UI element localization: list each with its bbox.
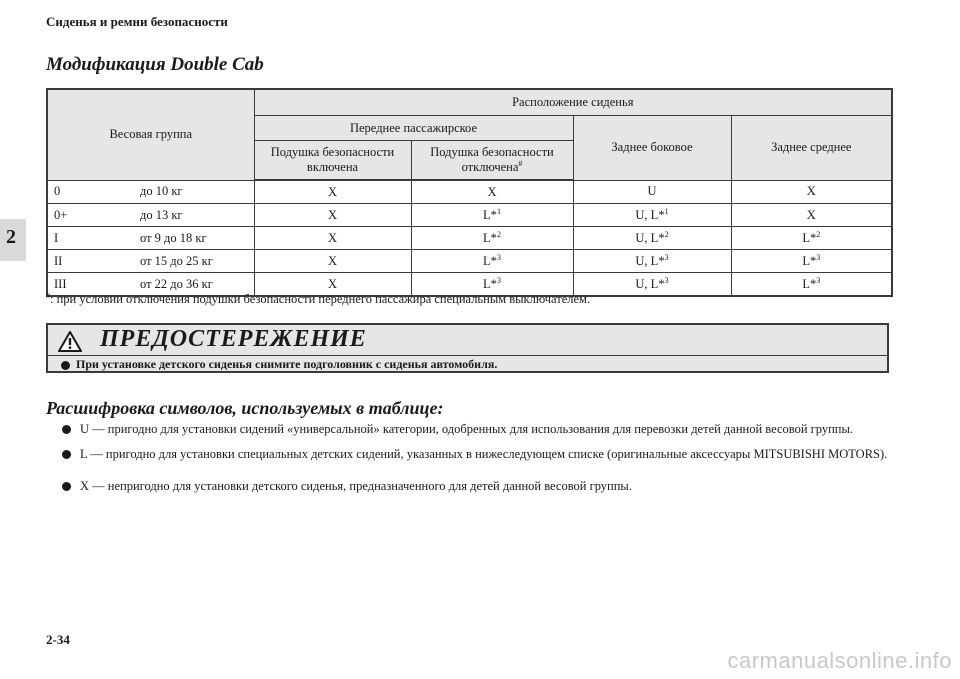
cell-airbag-on: X	[254, 180, 411, 204]
cell-rear-side: U, L*$^1$	[573, 204, 731, 227]
cell-rear-center: X	[731, 180, 892, 204]
header-rear-side: Заднее боковое	[573, 116, 731, 181]
cell-rear-side: U	[573, 180, 731, 204]
warning-text: При установке детского сиденья снимите подголовник с сиденья автомобиля.	[76, 357, 498, 371]
legend-item-l: L — пригодно для установки специальных детских сидений, указанных в нижеследующем списке (оригинальные аксессуары MITSUBISHI MOTORS).	[80, 447, 888, 461]
warning-title: ПРЕДОСТЕРЕЖЕНИЕ	[100, 326, 367, 352]
legend-title: Расшифровка символов, используемых в таблице:	[46, 398, 444, 418]
cell-rear-side: U, L*$^2$	[573, 227, 731, 250]
page-number: 2-34	[46, 632, 70, 647]
bullet-icon	[62, 482, 71, 491]
warning-header	[48, 325, 887, 355]
table-row	[47, 250, 892, 273]
cell-weight-group: 0+ до 13 кг	[47, 204, 254, 227]
cell-weight-group: II от 15 до 25 кг	[47, 250, 254, 273]
cell-airbag-on: X	[254, 273, 411, 297]
header-front-passenger: Переднее пассажирское	[254, 116, 573, 141]
warning-box	[46, 323, 889, 373]
table-row	[47, 204, 892, 227]
table-row	[47, 180, 892, 204]
header-rear-center: Заднее среднее	[731, 116, 892, 181]
legend-item-x: X — непригодно для установки детского сиденья, предназначенного для детей данной весовой группы.	[80, 479, 632, 493]
table-footnote: #: при условии отключения подушки безопасности переднего пассажира специальным выключателем.	[46, 290, 591, 306]
cell-rear-side: U, L*$^3$	[573, 250, 731, 273]
cell-airbag-off: L*$^2$	[411, 227, 573, 250]
header-airbag-off: Подушка безопасности отключена#	[411, 141, 573, 181]
legend-item-u: U — пригодно для установки сидений «универсальной» категории, одобренных для использования для перевозки детей данной весовой группы.	[80, 422, 854, 436]
header-seat-position: Расположение сиденья	[254, 89, 892, 116]
cell-rear-center: L*$^3$	[731, 250, 892, 273]
section-title: Модификация Double Cab	[46, 54, 264, 75]
cell-rear-side: U, L*$^3$	[573, 273, 731, 297]
cell-weight-group: I от 9 до 18 кг	[47, 227, 254, 250]
cell-airbag-on: X	[254, 250, 411, 273]
cell-airbag-on: X	[254, 204, 411, 227]
cell-airbag-on: X	[254, 227, 411, 250]
watermark: carmanualsonline.info	[727, 648, 952, 673]
cell-airbag-off: L*$^3$	[411, 250, 573, 273]
warning-divider	[48, 355, 887, 356]
chapter-number: 2	[6, 226, 16, 248]
bullet-icon	[61, 361, 70, 370]
bullet-icon	[62, 450, 71, 459]
table-row	[47, 227, 892, 250]
header-weight-group: Весовая группа	[47, 89, 254, 180]
header-airbag-on: Подушка безопасности включена	[254, 141, 411, 181]
cell-airbag-off: L*$^3$	[411, 273, 573, 297]
running-header: Сиденья и ремни безопасности	[46, 14, 228, 29]
child-seat-table	[46, 88, 893, 297]
cell-airbag-off: X	[411, 180, 573, 204]
bullet-icon	[62, 425, 71, 434]
cell-weight-group: 0 до 10 кг	[47, 180, 254, 204]
warning-triangle-icon	[58, 331, 82, 352]
cell-weight-group: III от 22 до 36 кг	[47, 273, 254, 297]
cell-rear-center: L*$^3$	[731, 273, 892, 297]
cell-airbag-off: L*$^1$	[411, 204, 573, 227]
cell-rear-center: X	[731, 204, 892, 227]
cell-rear-center: L*$^2$	[731, 227, 892, 250]
